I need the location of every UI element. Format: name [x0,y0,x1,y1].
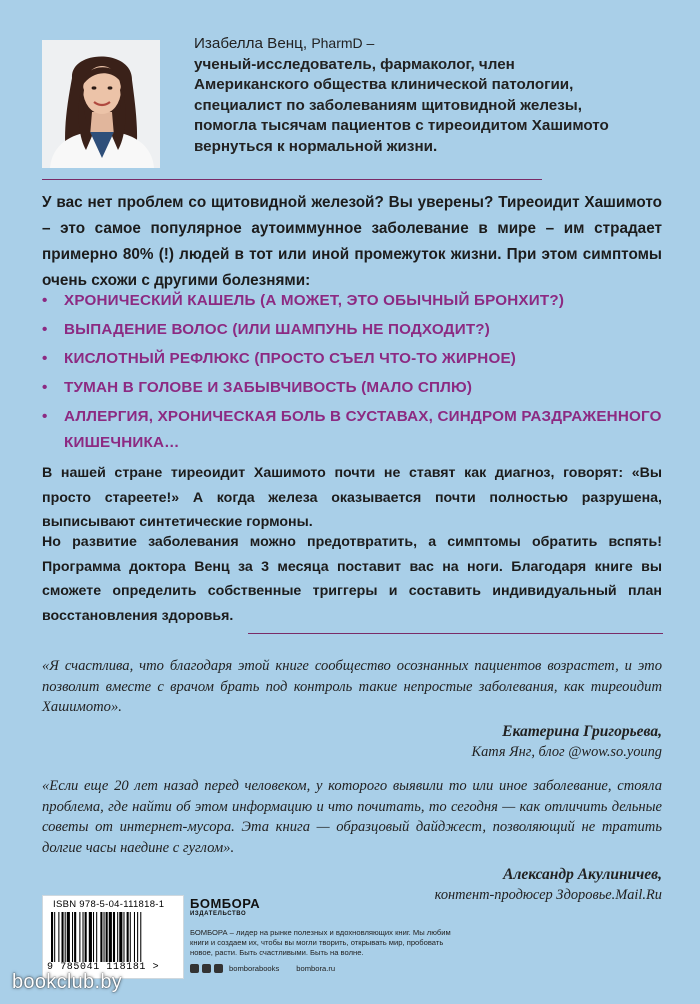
author-photo [42,40,160,168]
author-bio-line: специалист по заболеваниям щитовидной железы, [194,96,582,114]
barcode-bar [140,912,141,962]
author-name-line [194,33,664,55]
symptoms-list [42,288,662,459]
barcode-bar [100,912,102,962]
body-paragraph-1: В нашей стране тиреоидит Хашимото почти не ставят как диагноз, говорят: «Вы просто стареете!» А когда железа оказывается почти полностью разрушена, выписывают синтетические гормоны. [42,465,662,530]
symptom-text: ХРОНИЧЕСКИЙ КАШЕЛЬ (А МОЖЕТ, ЭТО ОБЫЧНЫЙ БРОНХИТ?) [64,292,565,309]
barcode-bar [127,912,129,962]
symptom-text: ТУМАН В ГОЛОВЕ И ЗАБЫВЧИВОСТЬ (МАЛО СПЛЮ) [64,379,473,396]
barcode-bar [113,912,115,962]
section-divider [42,179,542,180]
barcode-bars [51,912,175,962]
reviewer-role: Катя Янг, блог @wow.so.young [471,744,662,760]
intro-paragraph: У вас нет проблем со щитовидной железой? Вы уверены? Тиреоидит Хашимото – это самое популярное аутоиммунное заболевание в мире – им страдает примерно 80% (!) людей в тот или иной промежуток жизни. При этом симптомы очень схожи с другими болезнями: [42,194,662,289]
author-bio-line: помогла тысячам пациентов с тиреоидитом Хашимото [194,117,609,134]
bullet-icon: • [42,408,48,425]
author-bio-line: вернуться к нормальной жизни. [194,137,438,155]
barcode-bar [96,912,97,962]
social-network-icon [190,964,199,973]
social-network-icon [214,964,223,973]
barcode-bar [74,912,76,962]
barcode-bar [123,912,124,962]
bullet-icon: • [42,321,48,338]
bullet-icon: • [42,350,48,367]
barcode-bar [79,912,80,962]
barcode-bar [117,912,118,962]
author-bio [194,33,664,157]
symptom-text: ВЫПАДЕНИЕ ВОЛОС (ИЛИ ШАМПУНЬ НЕ ПОДХОДИТ?) [64,321,491,338]
list-item [42,404,662,456]
barcode-bar [58,912,59,962]
barcode-bar [104,912,105,962]
reviewer-name: Александр Акулиничев, [503,866,662,883]
barcode-digits: 9 785041 118181 > [47,962,160,973]
review-attribution-2 [262,865,662,905]
symptom-text: АЛЛЕРГИЯ, ХРОНИЧЕСКАЯ БОЛЬ В СУСТАВАХ, СИНДРОМ РАЗДРАЖЕННОГО КИШЕЧНИКА… [64,408,662,451]
list-item [42,288,662,314]
section-divider [248,633,663,634]
barcode-bar [130,912,131,962]
publisher-logo [190,897,280,917]
publisher-brand: БОМБОРА [190,896,261,911]
author-portrait-image [42,40,160,168]
body-paragraph-2: Но развитие заболевания можно предотвратить, а симптомы обратить вспять! Программа доктора Венц за 3 месяца поставит вас на ноги. Благодаря книге вы сможете определить собственные триггеры и составить индивидуальный план восстановления здоровья. [42,534,662,624]
barcode-bar [93,912,94,962]
barcode-bar [137,912,138,962]
publisher-description: БОМБОРА – лидер на рынке полезных и вдохновляющих книг. Мы любим книги и создаем их, чтобы вы могли творить, открывать мир, пробовать новое, расти. Быть счастливыми. Быть на волне. [190,928,451,957]
barcode-bar [65,912,66,962]
barcode-bar [109,912,112,962]
barcode-bar [119,912,122,962]
publisher-social-links [190,962,335,974]
review-quote-2: «Если еще 20 лет назад перед человеком, у которого выявили то или иное заболевание, стояла проблема, где найти об этом информацию и что почитать, то сегодня — как отличить дельные советы от интернет-мусора. Эта книга — образцовый дайджест, позволяющий не тратить долгие часы наедине с гуглом». [42,778,662,856]
social-handle: bomborabooks [229,963,280,973]
social-network-icon [202,964,211,973]
watermark: bookclub.by [12,971,123,993]
symptom-text: КИСЛОТНЫЙ РЕФЛЮКС (ПРОСТО СЪЕЛ ЧТО-ТО ЖИРНОЕ) [64,350,517,367]
barcode-bar [85,912,87,962]
barcode-bar [106,912,108,962]
bullet-icon: • [42,292,48,309]
barcode-bar [89,912,92,962]
list-item [42,317,662,343]
review-attribution-1 [262,722,662,762]
publisher-website: bombora.ru [296,963,336,973]
barcode-bar [83,912,84,962]
author-name: Изабелла Венц, [194,35,308,52]
reviewer-name: Екатерина Григорьева, [502,723,662,740]
review-quote-1: «Я счастлива, что благодаря этой книге сообщество осознанных пациентов возрастет, и это позволит вместе с врачом брать под контроль такие непростые заболевания, как тиреоидит Хашимото». [42,658,662,716]
author-bio-line: Американского общества клинической патологии, [194,76,574,93]
isbn-number: ISBN 978-5-04-111818-1 [53,899,165,910]
barcode-bar [72,912,73,962]
list-item [42,375,662,401]
reviewer-role: контент-продюсер Здоровье.Mail.Ru [434,887,662,903]
bullet-icon: • [42,379,48,396]
author-bio-line: ученый-исследователь, фармаколог, член [194,55,515,73]
publisher-subtitle: ИЗДАТЕЛЬСТВО [190,911,247,917]
barcode-bar [134,912,135,962]
barcode-bar [51,912,53,962]
list-item [42,346,662,372]
barcode-bar [67,912,70,962]
barcode-bar [54,912,55,962]
barcode-bar [62,912,64,962]
author-degree: PharmD – [311,35,375,51]
